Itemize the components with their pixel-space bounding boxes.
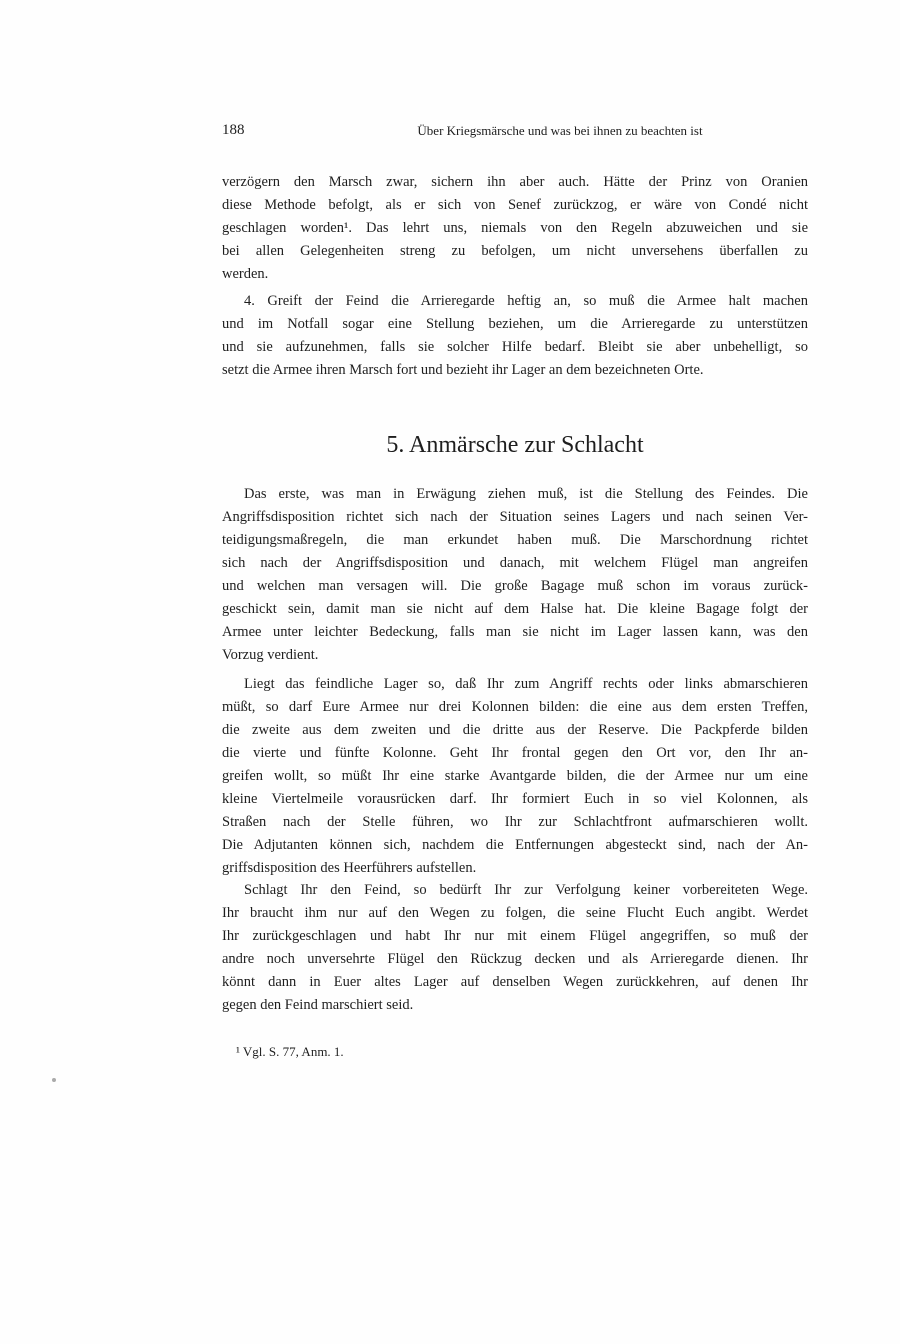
text-line: diese Methode befolgt, als er sich von Senef zurückzog, er wäre von Condé nicht	[222, 197, 808, 213]
text-line: geschickt sein, damit man sie nicht auf dem Halse hat. Die kleine Bagage folgt der	[222, 601, 808, 617]
text-line: Ihr zurückgeschlagen und habt Ihr nur mit einem Flügel angegriffen, so muß der	[222, 928, 808, 944]
text-line: setzt die Armee ihren Marsch fort und bezieht ihr Lager an dem bezeichneten Orte.	[222, 362, 704, 378]
text-line: Angriffsdisposition richtet sich nach der Situation seines Lagers und nach seinen Ver-	[222, 509, 808, 525]
text-line: werden.	[222, 266, 269, 282]
text-line: Ihr braucht ihm nur auf den Wegen zu folgen, die seine Flucht Euch angibt. Werdet	[222, 905, 808, 921]
text-line: greifen wollt, so müßt Ihr eine starke Avantgarde bilden, die der Armee nur um eine	[222, 768, 808, 784]
text-line: verzögern den Marsch zwar, sichern ihn aber auch. Hätte der Prinz von Oranien	[222, 174, 808, 190]
text-line: und im Notfall sogar eine Stellung beziehen, um die Arrieregarde zu unterstützen	[222, 316, 808, 332]
text-line: 4. Greift der Feind die Arrieregarde heftig an, so muß die Armee halt machen	[244, 293, 808, 309]
text-line: bei allen Gelegenheiten streng zu befolgen, um nicht unversehens überfallen zu	[222, 243, 808, 259]
text-line: griffsdisposition des Heerführers aufstellen.	[222, 860, 477, 876]
text-line: Das erste, was man in Erwägung ziehen muß, ist die Stellung des Feindes. Die	[244, 486, 808, 502]
section-heading: 5. Anmärsche zur Schlacht	[386, 432, 644, 458]
paper-speck	[52, 1078, 56, 1082]
text-line: und welchen man versagen will. Die große Bagage muß schon im voraus zurück-	[222, 578, 808, 594]
text-line: gegen den Feind marschiert seid.	[222, 997, 414, 1013]
text-line: andre noch unversehrte Flügel den Rückzug decken und als Arrieregarde dienen. Ihr	[222, 951, 808, 967]
text-line: die vierte und fünfte Kolonne. Geht Ihr frontal gegen den Ort vor, den Ihr an-	[222, 745, 808, 761]
text-line: geschlagen worden¹. Das lehrt uns, niemals von den Regeln abzuweichen und sie	[222, 220, 808, 236]
text-line: müßt, so darf Eure Armee nur drei Kolonnen bilden: die eine aus dem ersten Treffen,	[222, 699, 808, 715]
text-line: Vorzug verdient.	[222, 647, 319, 663]
text-line: Schlagt Ihr den Feind, so bedürft Ihr zur Verfolgung keiner vorbereiteten Wege.	[244, 882, 808, 898]
text-line: Straßen nach der Stelle führen, wo Ihr zur Schlachtfront aufmarschieren wollt.	[222, 814, 808, 830]
running-title: Über Kriegsmärsche und was bei ihnen zu beachten ist	[417, 123, 703, 138]
text-line: und sie aufzunehmen, falls sie solcher Hilfe bedarf. Bleibt sie aber unbehelligt, so	[222, 339, 808, 355]
text-line: Die Adjutanten können sich, nachdem die Entfernungen abgesteckt sind, nach der An-	[222, 837, 808, 853]
text-line: Liegt das feindliche Lager so, daß Ihr zum Angriff rechts oder links abmarschieren	[244, 676, 808, 692]
text-line: könnt dann in Euer altes Lager auf denselben Wegen zurückkehren, auf denen Ihr	[222, 974, 808, 990]
text-line: kleine Viertelmeile vorausrücken darf. Ihr formiert Euch in so viel Kolonnen, als	[222, 791, 808, 807]
text-line: Armee unter leichter Bedeckung, falls man sie nicht im Lager lassen kann, was den	[222, 624, 808, 640]
text-line: teidigungsmaßregeln, die man erkundet haben muß. Die Marschordnung richtet	[222, 532, 808, 548]
text-line: sich nach der Angriffsdisposition und danach, mit welchem Flügel man angreifen	[222, 555, 808, 571]
text-line: die zweite aus dem zweiten und die dritte aus der Reserve. Die Packpferde bilden	[222, 722, 808, 738]
footnote: ¹ Vgl. S. 77, Anm. 1.	[236, 1044, 344, 1059]
page-number: 188	[222, 122, 245, 138]
